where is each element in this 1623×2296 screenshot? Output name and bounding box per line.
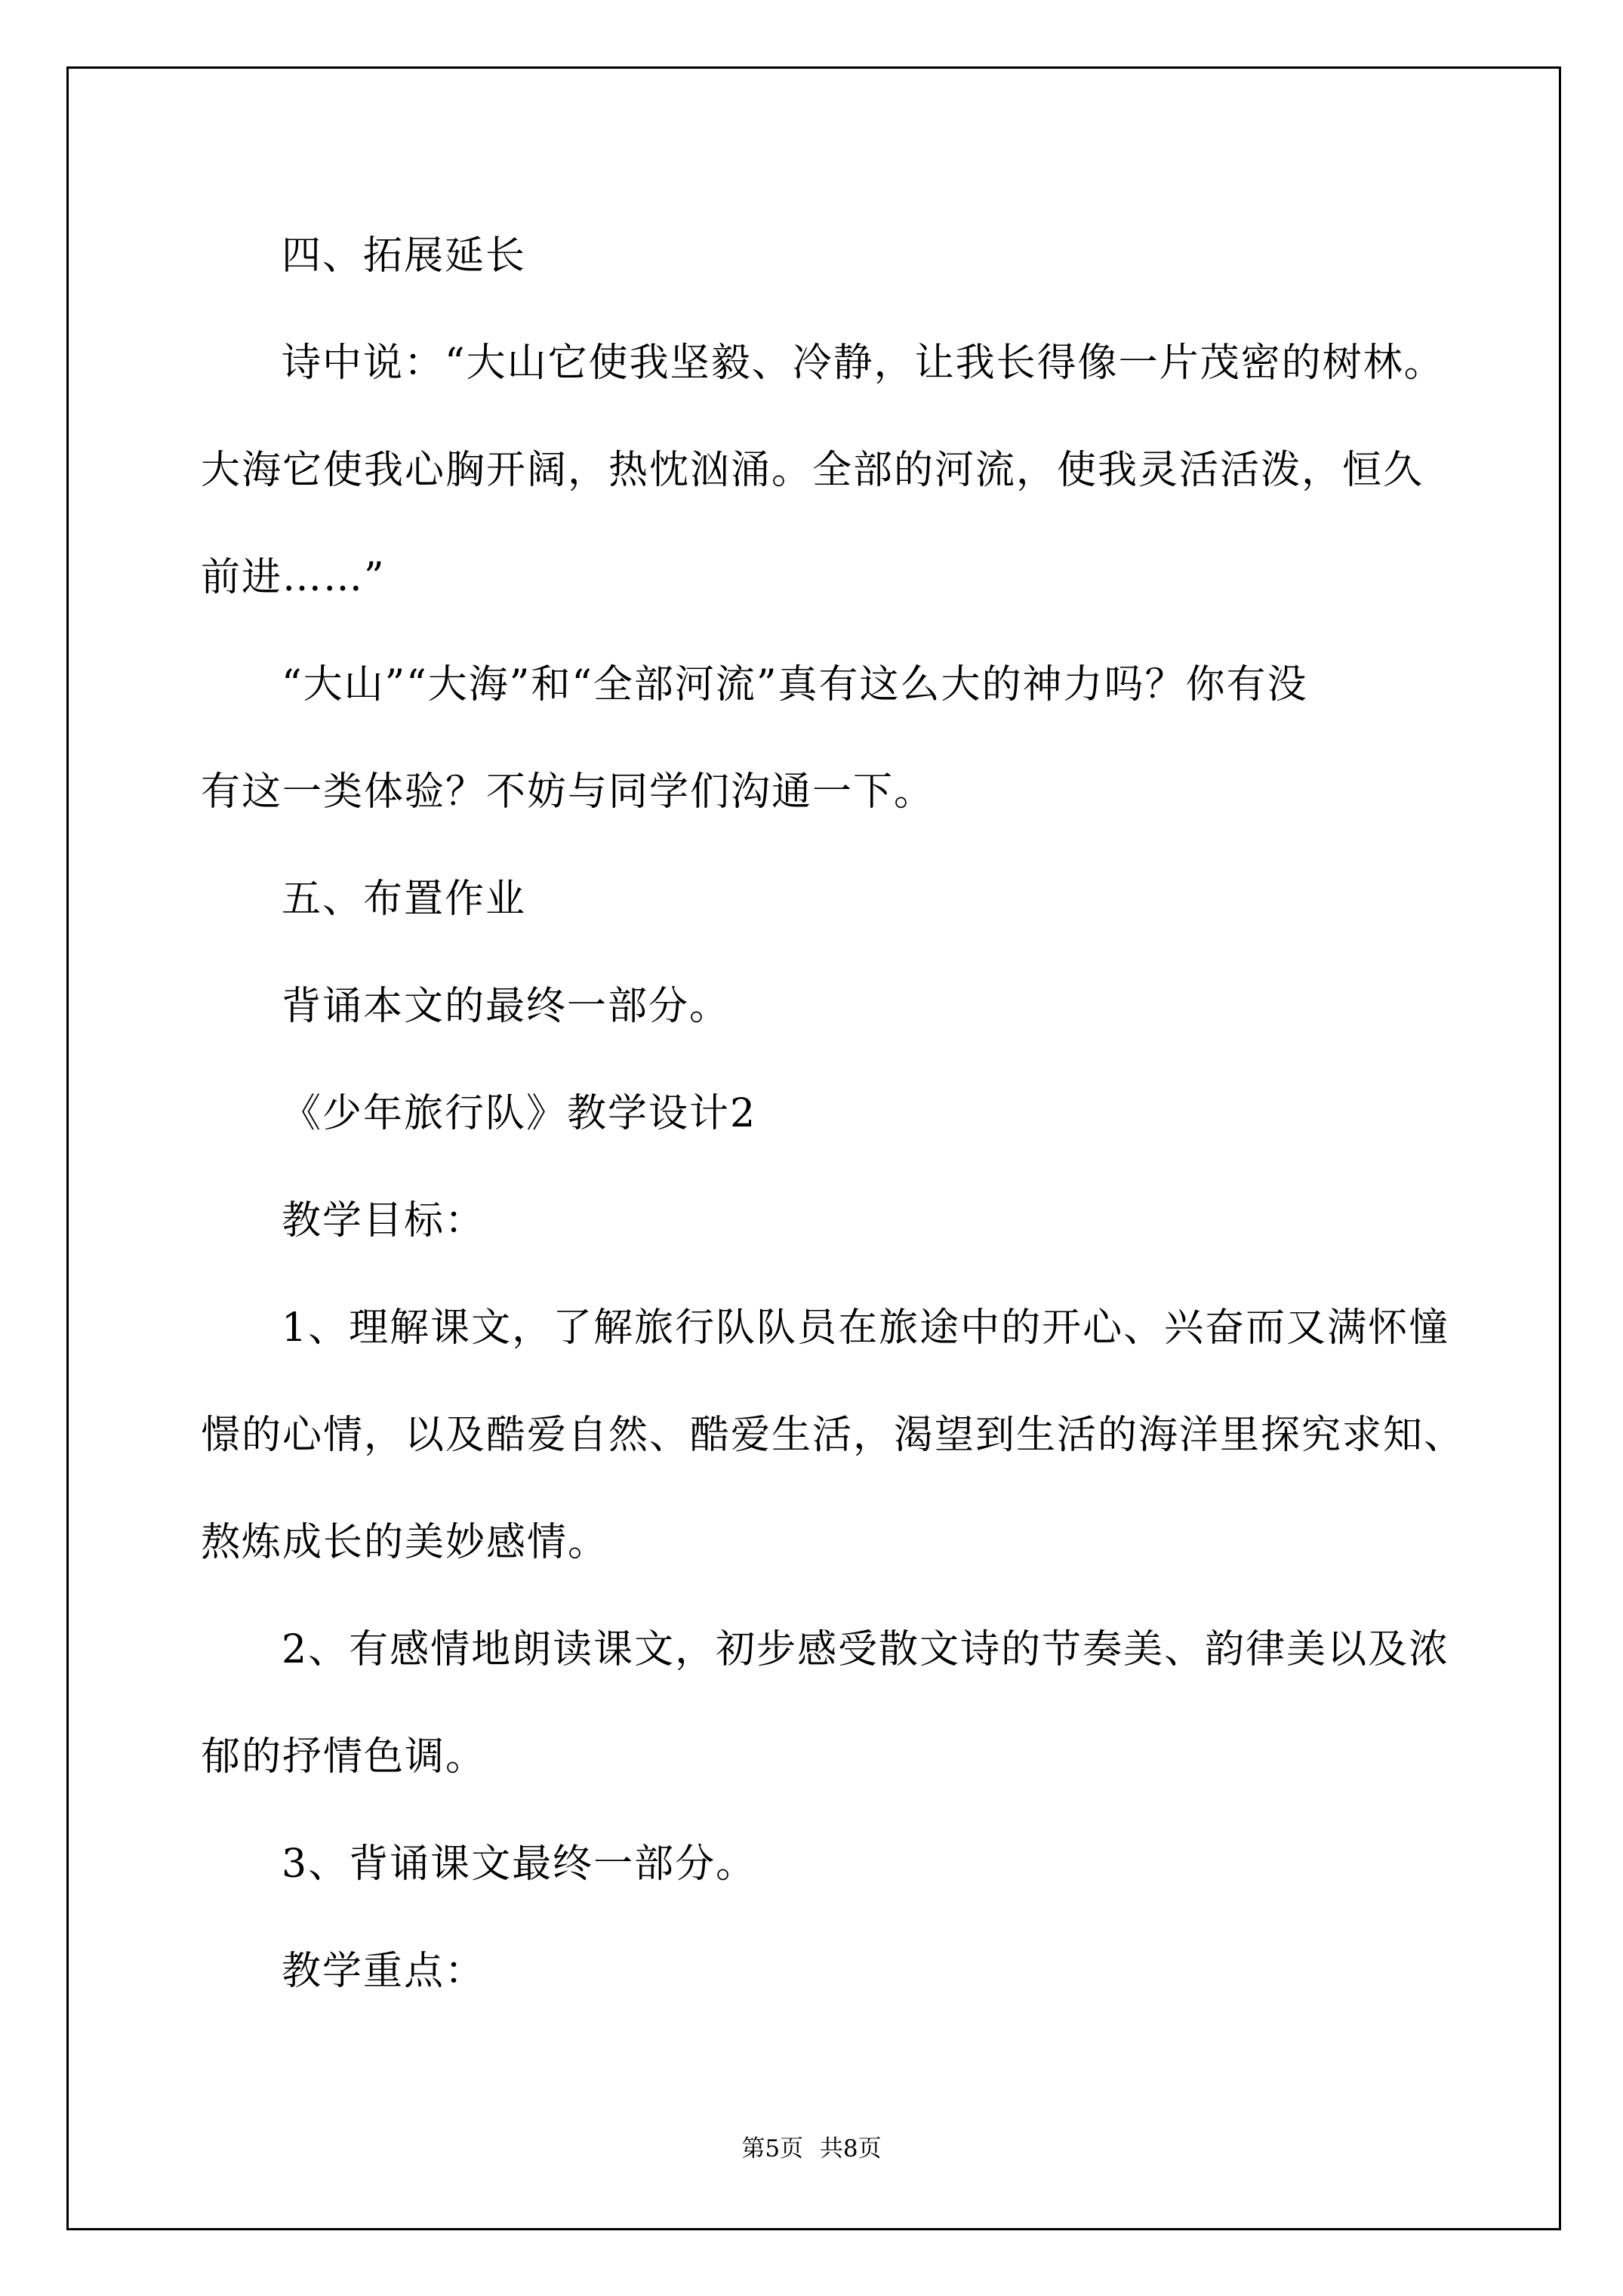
- paragraph-line: 诗中说：“大山它使我坚毅、冷静，让我长得像一片茂密的树林。: [282, 341, 1445, 386]
- paragraph-line: “大山”“大海”和“全部河流”真有这么大的神力吗？你有没: [282, 662, 1308, 707]
- paragraph-line: 大海它使我心胸开阔，热忱汹涌。全部的河流，使我灵活活泼，恒久: [201, 448, 1424, 493]
- paragraph-line: 1、理解课文，了解旅行队队员在旅途中的开心、兴奋而又满怀憧: [282, 1305, 1450, 1351]
- paragraph-line: 郁的抒情色调。: [201, 1734, 487, 1780]
- paragraph-line: 3、背诵课文最终一部分。: [282, 1841, 757, 1887]
- page-total: 共8页: [819, 2135, 882, 2162]
- paragraph-line: 有这一类体验？不妨与同学们沟通一下。: [201, 769, 935, 815]
- paragraph-line: 背诵本文的最终一部分。: [282, 984, 731, 1029]
- page-footer: [0, 2134, 1623, 2164]
- paragraph-line: 2、有感情地朗读课文，初步感受散文诗的节奏美、韵律美以及浓: [282, 1627, 1450, 1672]
- section-heading: 教学目标：: [282, 1198, 486, 1244]
- paragraph-line: 憬的心情，以及酷爱自然、酷爱生活，渴望到生活的海洋里探究求知、: [201, 1413, 1465, 1458]
- section-heading: 五、布置作业: [282, 877, 527, 922]
- section-heading: 四、拓展延长: [282, 233, 527, 279]
- page-border: [66, 66, 1561, 2230]
- page-number: 第5页: [741, 2135, 804, 2162]
- paragraph-line: 熬炼成长的美妙感情。: [201, 1520, 609, 1565]
- document-title: 《少年旅行队》教学设计2: [282, 1091, 757, 1136]
- paragraph-line: 前进……”: [201, 555, 386, 600]
- section-heading: 教学重点：: [282, 1949, 486, 1994]
